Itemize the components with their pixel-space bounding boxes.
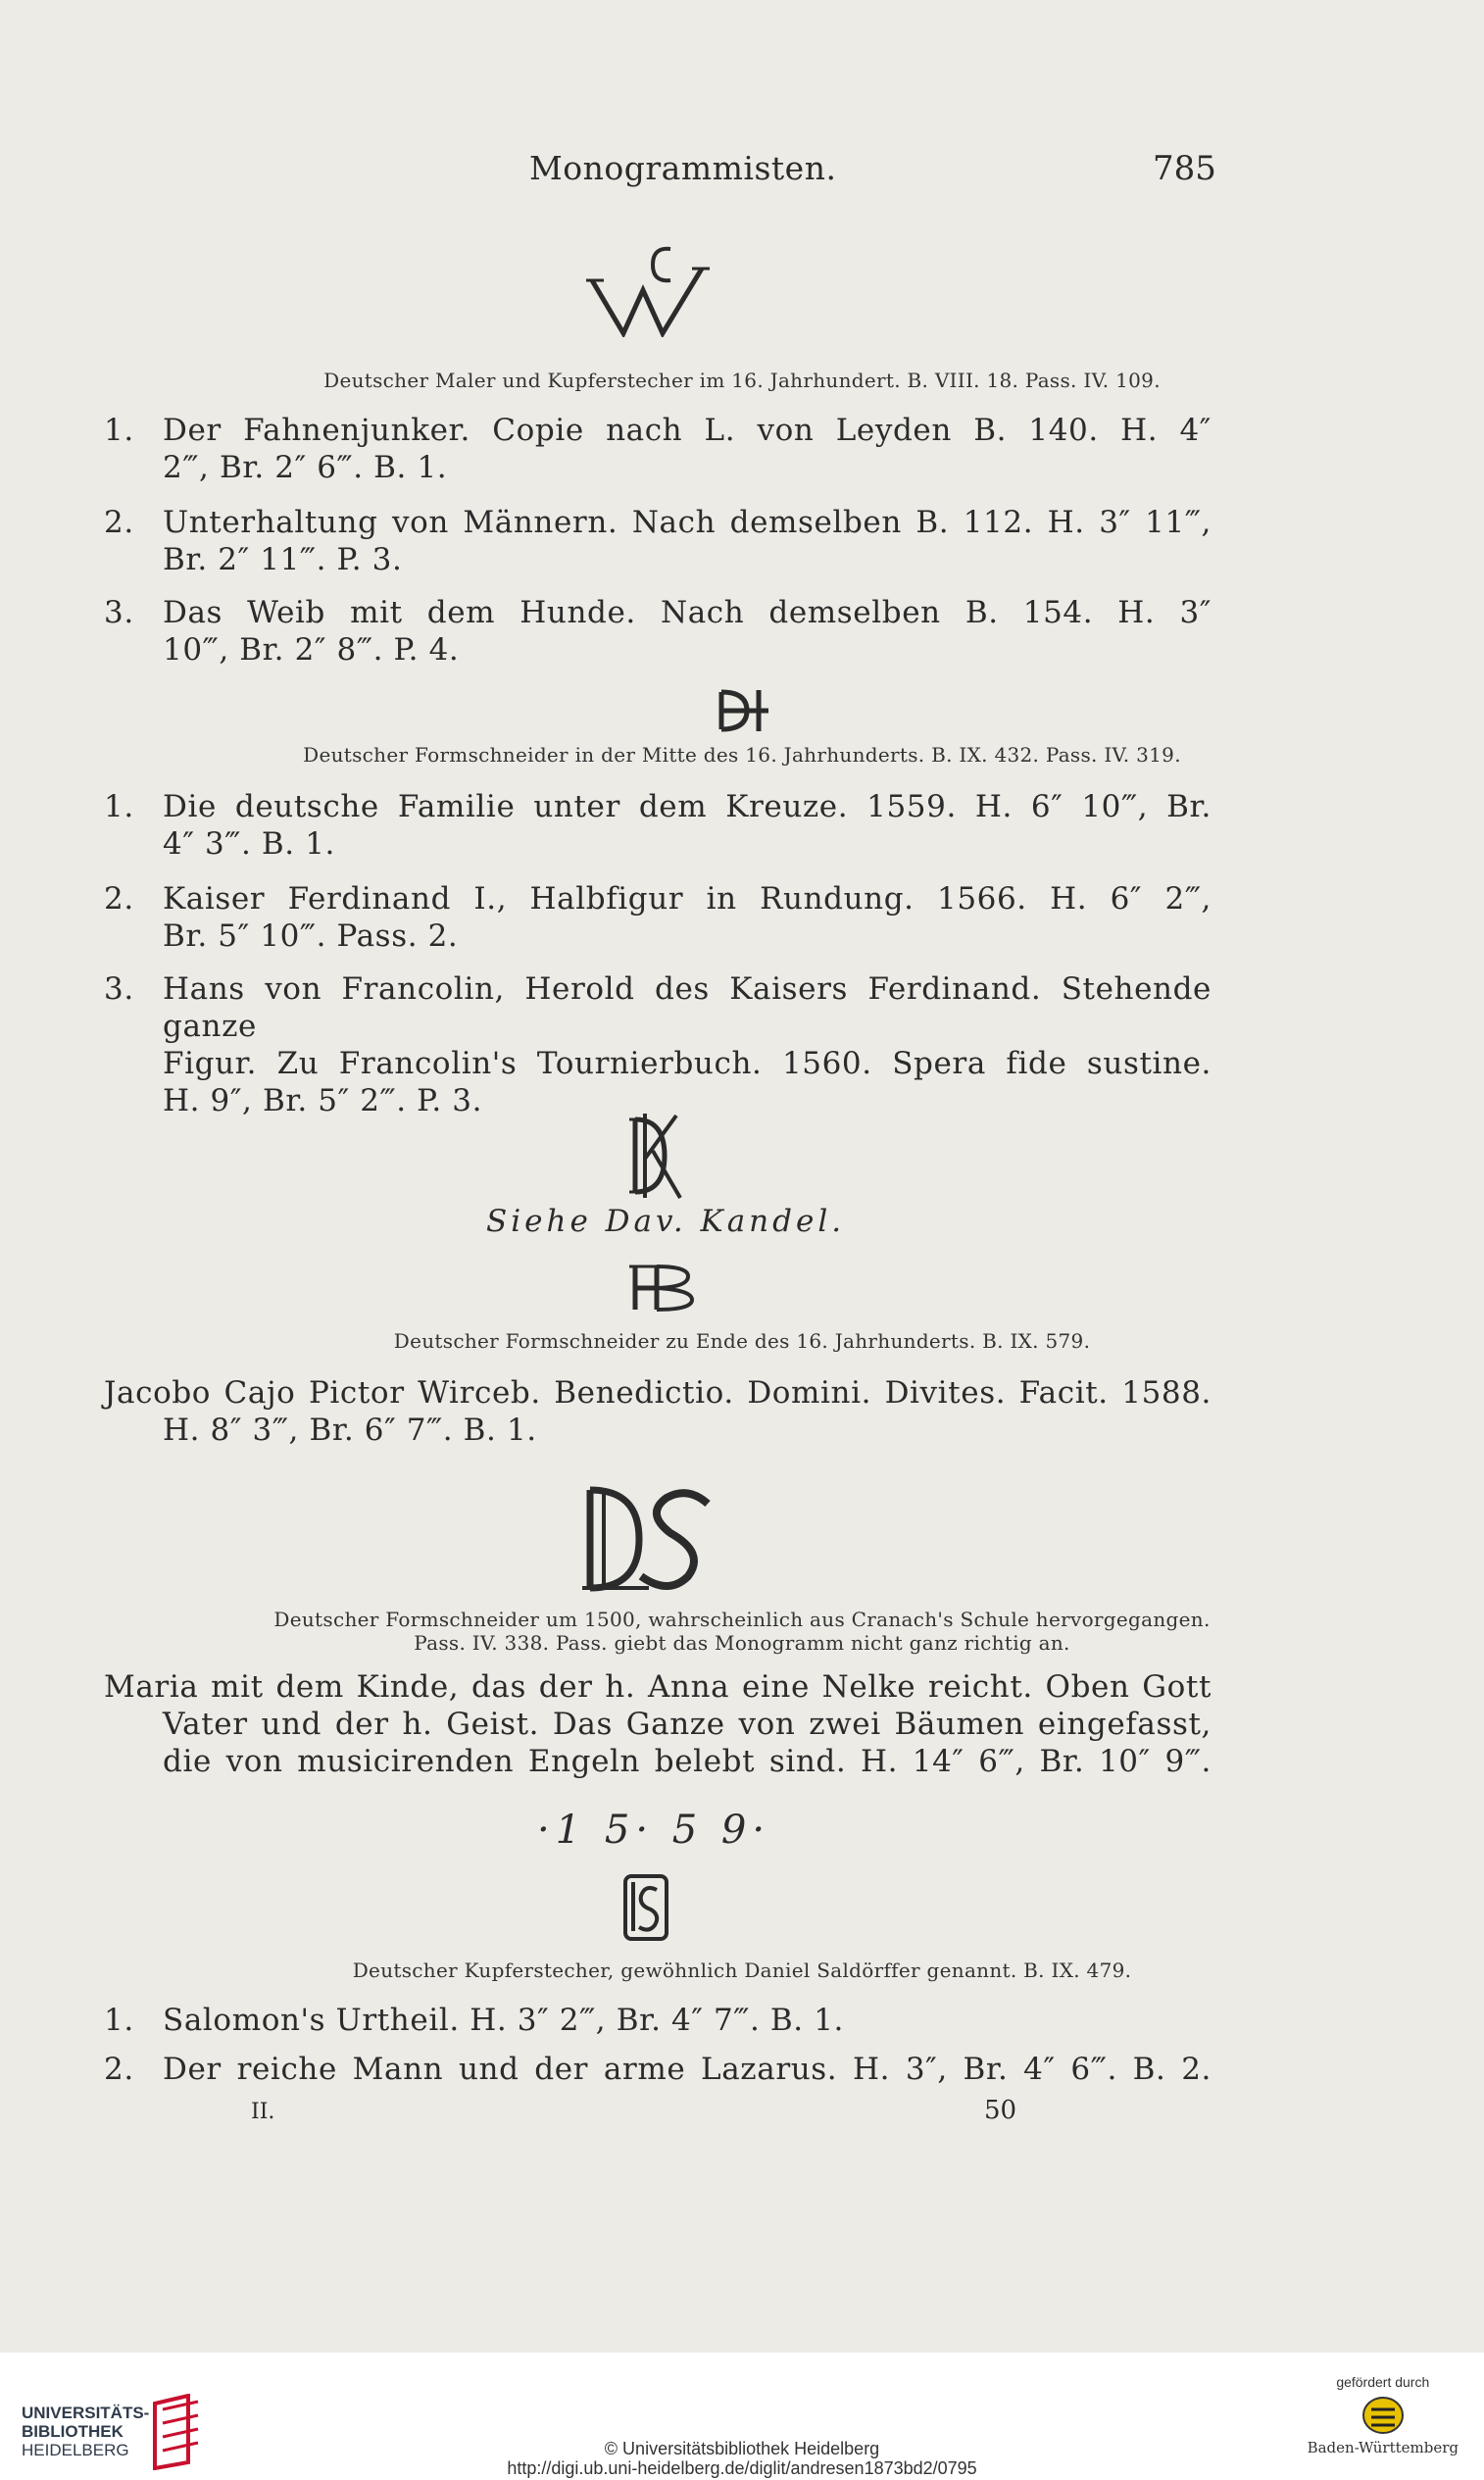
entry-line: Vater und der h. Geist. Das Ganze von zwei Bäumen eingefasst, xyxy=(163,1707,1212,1742)
entry-line: Figur. Zu Francolin's Tournierbuch. 1560. Spera fide sustine. xyxy=(163,1046,1212,1081)
entry-line: Der reiche Mann und der arme Lazarus. H. 3″, Br. 4″ 6‴. B. 2. xyxy=(163,2052,1212,2087)
footer-bar xyxy=(0,2353,1484,2480)
entry-number: 1. xyxy=(104,789,134,824)
funded-by-label: gefördert durch xyxy=(1336,2374,1430,2390)
catalog-entry xyxy=(104,970,1212,1119)
signature-sheet: 50 xyxy=(984,2096,1017,2125)
entry-line: Unterhaltung von Männern. Nach demselben B. 112. H. 3″ 11‴, xyxy=(163,505,1212,540)
catalog-entry xyxy=(104,2051,1212,2088)
page-number: 785 xyxy=(1153,149,1216,188)
section-caption: Deutscher Maler und Kupferstecher im 16. Jahrhundert. B. VIII. 18. Pass. IV. 109. xyxy=(323,369,1161,392)
entry-line: 10‴, Br. 2″ 8‴. P. 4. xyxy=(163,632,460,668)
entry-line: 2‴, Br. 2″ 6‴. B. 1. xyxy=(163,450,448,485)
monogram-dh xyxy=(716,686,774,735)
entry-number: 2. xyxy=(104,2052,134,2087)
monogram-ds-framed xyxy=(621,1872,670,1943)
entry-number: 3. xyxy=(104,595,134,630)
catalog-entry xyxy=(104,788,1212,863)
entry-number: 1. xyxy=(104,413,134,448)
catalog-entry xyxy=(104,412,1212,486)
section-caption: Deutscher Kupferstecher, gewöhnlich Daniel Saldörffer genannt. B. IX. 479. xyxy=(352,1959,1132,1982)
running-header-title: Monogrammisten. xyxy=(529,149,837,187)
monogram-wc xyxy=(584,239,721,337)
see-also-reference: Siehe Dav. Kandel. xyxy=(486,1204,846,1239)
monogram-dk xyxy=(625,1110,684,1200)
library-name-line: UNIVERSITÄTS- xyxy=(22,2404,150,2422)
entry-line: H. 8″ 3‴, Br. 6″ 7‴. B. 1. xyxy=(163,1413,537,1448)
entry-line: Salomon's Urtheil. H. 3″ 2‴, Br. 4″ 7‴. B. 1. xyxy=(163,2003,844,2038)
permalink-url[interactable]: http://digi.ub.uni-heidelberg.de/diglit/andresen1873bd2/0795 xyxy=(507,2458,977,2478)
entry-line: Hans von Francolin, Herold des Kaisers Ferdinand. Stehende ganze xyxy=(163,971,1212,1044)
monogram-ds xyxy=(580,1480,725,1596)
signature-volume: II. xyxy=(251,2100,275,2124)
entry-line: Kaiser Ferdinand I., Halbfigur in Rundung. 1566. H. 6″ 2‴, xyxy=(163,881,1212,917)
entry-line: Der Fahnenjunker. Copie nach L. von Leyden B. 140. H. 4″ xyxy=(163,413,1212,448)
date-mark: ·1 5· 5 9· xyxy=(537,1808,771,1853)
entry-number: 3. xyxy=(104,971,134,1007)
copyright-text: © Universitätsbibliothek Heidelberg xyxy=(604,2439,880,2458)
section-caption: Deutscher Formschneider in der Mitte des 16. Jahrhunderts. B. IX. 432. Pass. IV. 319. xyxy=(303,743,1181,767)
section-caption: Deutscher Formschneider um 1500, wahrscheinlich aus Cranach's Schule hervorgegangen. xyxy=(273,1608,1211,1631)
entry-line: Jacobo Cajo Pictor Wirceb. Benedictio. Domini. Divites. Facit. 1588. xyxy=(104,1375,1212,1411)
entry-line: Maria mit dem Kinde, das der h. Anna eine Nelke reicht. Oben Gott xyxy=(104,1669,1212,1705)
section-caption: Deutscher Formschneider zu Ende des 16. Jahrhunderts. B. IX. 579. xyxy=(393,1329,1091,1353)
entry-line: Die deutsche Familie unter dem Kreuze. 1559. H. 6″ 10‴, Br. xyxy=(163,789,1212,824)
entry-line: 4″ 3‴. B. 1. xyxy=(163,826,335,862)
entry-line: Br. 5″ 10‴. Pass. 2. xyxy=(163,918,459,954)
funder-crest-icon xyxy=(1360,2396,1407,2435)
catalog-entry xyxy=(104,2002,1212,2039)
entry-line: die von musicirenden Engeln belebt sind. H. 14″ 6‴, Br. 10″ 9‴. xyxy=(163,1744,1212,1779)
funder-name: Baden-Württemberg xyxy=(1307,2439,1459,2456)
monogram-hb xyxy=(627,1261,696,1315)
entry-number: 2. xyxy=(104,505,134,540)
catalog-entry xyxy=(104,504,1212,578)
section-caption: Pass. IV. 338. Pass. giebt das Monogramm nicht ganz richtig an. xyxy=(414,1631,1070,1655)
library-name-line: HEIDELBERG xyxy=(22,2441,129,2459)
entry-number: 2. xyxy=(104,881,134,917)
entry-number: 1. xyxy=(104,2003,134,2038)
entry-line: Br. 2″ 11‴. P. 3. xyxy=(163,542,403,577)
catalog-entry xyxy=(104,1374,1212,1449)
catalog-entry xyxy=(104,880,1212,955)
library-name-line: BIBLIOTHEK xyxy=(22,2422,124,2441)
entry-line: H. 9″, Br. 5″ 2‴. P. 3. xyxy=(163,1083,483,1118)
catalog-entry xyxy=(104,1668,1212,1780)
entry-line: Das Weib mit dem Hunde. Nach demselben B. 154. H. 3″ xyxy=(163,595,1212,630)
catalog-entry xyxy=(104,594,1212,669)
funder-block xyxy=(1308,2374,1459,2456)
